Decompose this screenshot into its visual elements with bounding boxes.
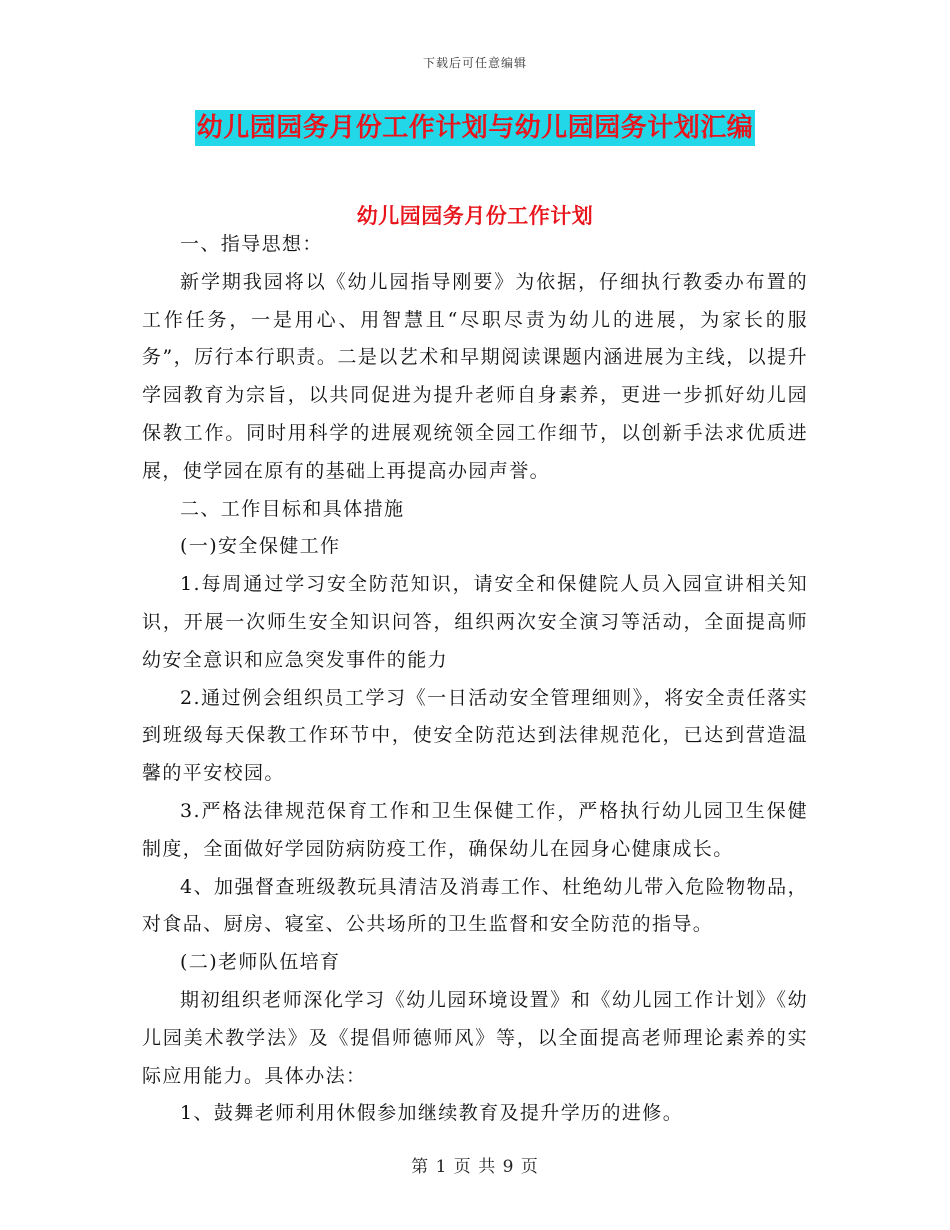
heading-goals-measures: 二、工作目标和具体措施 <box>180 497 405 520</box>
page-footer: 第 1 页 共 9 页 <box>411 1157 539 1177</box>
paragraph-teacher-training: 期初组织老师深化学习《幼儿园环境设置》和《幼儿园工作计划》《幼儿园美术教学法》及《提倡师德师风》等，以全面提高老师理论素养的实际应用能力。具体办法： <box>142 988 808 1087</box>
paragraph-safety-3: 3.严格法律规范保育工作和卫生保健工作，严格执行幼儿园卫生保健制度，全面做好学园防病防疫工作，确保幼儿在园身心健康成长。 <box>142 799 808 860</box>
main-title: 幼儿园园务月份工作计划与幼儿园园务计划汇编 <box>195 110 756 146</box>
paragraph-safety-1: 1.每周通过学习安全防范知识，请安全和保健院人员入园宣讲相关知识，开展一次师生安全知识问答，组织两次安全演习等活动，全面提高师幼安全意识和应急突发事件的能力 <box>142 573 808 671</box>
subheading-teacher-training: (二)老师队伍培育 <box>180 951 341 974</box>
paragraph-safety-2: 2.通过例会组织员工学习《一日活动安全管理细则》，将安全责任落实到班级每天保教工作环节中，使安全防范达到法律规范化，已达到营造温馨的平安校园。 <box>142 686 808 785</box>
paragraph-safety-4: 4、加强督查班级教玩具清洁及消毒工作、杜绝幼儿带入危险物物品，对食品、厨房、寝室、公共场所的卫生监督和安全防范的指导。 <box>142 875 808 936</box>
main-title-container <box>0 110 950 146</box>
document-body <box>142 226 808 1133</box>
paragraph-teacher-training-1: 1、鼓舞老师利用休假参加继续教育及提升学历的进修。 <box>180 1102 684 1125</box>
subheading-safety-health: (一)安全保健工作 <box>180 535 341 558</box>
header-note: 下载后可任意编辑 <box>422 56 527 70</box>
section-title: 幼儿园园务月份工作计划 <box>356 204 594 228</box>
paragraph-guiding-ideology: 新学期我园将以《幼儿园指导刚要》为依据，仔细执行教委办布置的工作任务，一是用心、用智慧且“尽职尽责为幼儿的进展，为家长的服务”，厉行本行职责。二是以艺术和早期阅读课题内涵进展为主线，以提升学园教育为宗旨，以共同促进为提升老师自身素养，更进一步抓好幼儿园保教工作。同时用科学的进展观统领全园工作细节，以创新手法求优质进展，使学园在原有的基础上再提高办园声誉。 <box>142 270 808 482</box>
heading-guiding-ideology: 一、指导思想： <box>180 233 323 255</box>
